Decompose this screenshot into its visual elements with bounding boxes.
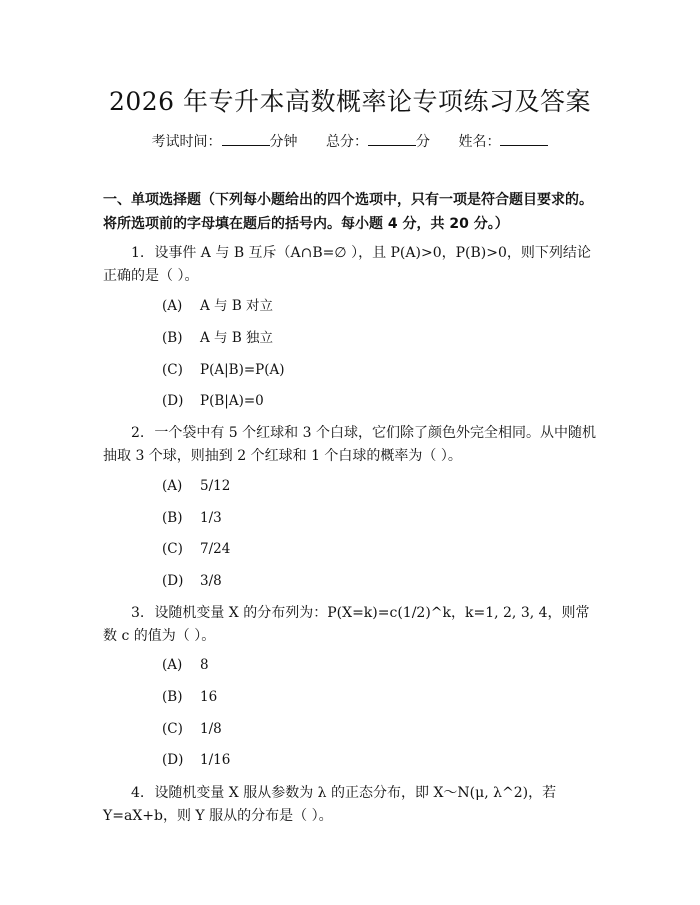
option-text: 8 <box>200 657 209 673</box>
exam-info-line <box>0 131 700 151</box>
option-label: (C) <box>162 541 183 557</box>
student-name-field <box>458 134 548 150</box>
option-text: A 与 B 对立 <box>200 298 274 314</box>
option-d <box>162 391 264 411</box>
option-label: (A) <box>162 657 183 673</box>
option-b <box>162 508 222 528</box>
exam-time-label: 考试时间： <box>151 134 222 150</box>
option-a <box>162 655 209 675</box>
option-label: (B) <box>162 510 183 526</box>
question-stem: 设随机变量 X 服从参数为 λ 的正态分布，即 X～N(μ, λ^2)，若 Y=aX+b，则 Y 服从的分布是（ ）。 <box>103 785 557 824</box>
total-score-blank <box>368 133 416 146</box>
exam-time-unit: 分钟 <box>269 134 298 150</box>
option-text: 16 <box>200 689 218 705</box>
exam-time-field <box>152 134 302 150</box>
option-d <box>162 750 230 770</box>
option-label: (C) <box>162 362 183 378</box>
option-c <box>162 360 285 380</box>
option-b <box>162 328 273 348</box>
option-c <box>162 719 222 739</box>
option-text: P(B|A)=0 <box>200 393 264 409</box>
option-text: A 与 B 独立 <box>200 330 274 346</box>
question-2 <box>103 422 603 468</box>
option-text: 1/8 <box>200 721 222 737</box>
question-number: 4. <box>131 785 145 801</box>
option-label: (A) <box>162 298 183 314</box>
option-text: 1/3 <box>200 510 222 526</box>
option-label: (A) <box>162 478 183 494</box>
option-text: 3/8 <box>200 573 222 589</box>
question-number: 3. <box>131 605 145 621</box>
total-score-label: 总分： <box>326 134 368 150</box>
question-number: 1. <box>131 245 145 261</box>
question-stem: 设事件 A 与 B 互斥（A∩B=∅ ），且 P(A)>0，P(B)>0，则下列结论正确的是（ ）。 <box>103 245 591 284</box>
option-label: (D) <box>162 393 184 409</box>
option-label: (B) <box>162 330 183 346</box>
option-text: P(A|B)=P(A) <box>200 362 285 378</box>
question-1 <box>103 242 603 288</box>
page-title: 2026 年专升本高数概率论专项练习及答案 <box>108 87 592 116</box>
option-label: (D) <box>162 573 184 589</box>
total-score-field <box>326 134 434 150</box>
question-stem: 设随机变量 X 的分布列为：P(X=k)=c(1/2)^k，k=1, 2, 3, 4，则常数 c 的值为（ ）。 <box>103 605 590 644</box>
option-label: (B) <box>162 689 183 705</box>
question-number: 2. <box>131 425 145 441</box>
section-heading: 一、单项选择题（下列每小题给出的四个选项中，只有一项是符合题目要求的。将所选项前的字母填在题后的括号内。每小题 4 分，共 20 分。） <box>103 192 593 232</box>
option-c <box>162 539 230 559</box>
option-b <box>162 687 217 707</box>
option-label: (C) <box>162 721 183 737</box>
exam-time-blank <box>222 133 270 146</box>
option-label: (D) <box>162 752 184 768</box>
question-4 <box>103 782 603 828</box>
student-name-blank <box>500 133 548 146</box>
option-a <box>162 296 273 316</box>
option-a <box>162 476 230 496</box>
question-stem: 一个袋中有 5 个红球和 3 个白球，它们除了颜色外完全相同。从中随机抽取 3 个球，则抽到 2 个红球和 1 个白球的概率为（ ）。 <box>103 425 596 464</box>
option-text: 1/16 <box>200 752 231 768</box>
option-text: 5/12 <box>200 478 231 494</box>
question-3 <box>103 602 603 648</box>
option-text: 7/24 <box>200 541 231 557</box>
option-d <box>162 571 222 591</box>
student-name-label: 姓名： <box>458 134 501 150</box>
total-score-unit: 分 <box>416 134 430 150</box>
